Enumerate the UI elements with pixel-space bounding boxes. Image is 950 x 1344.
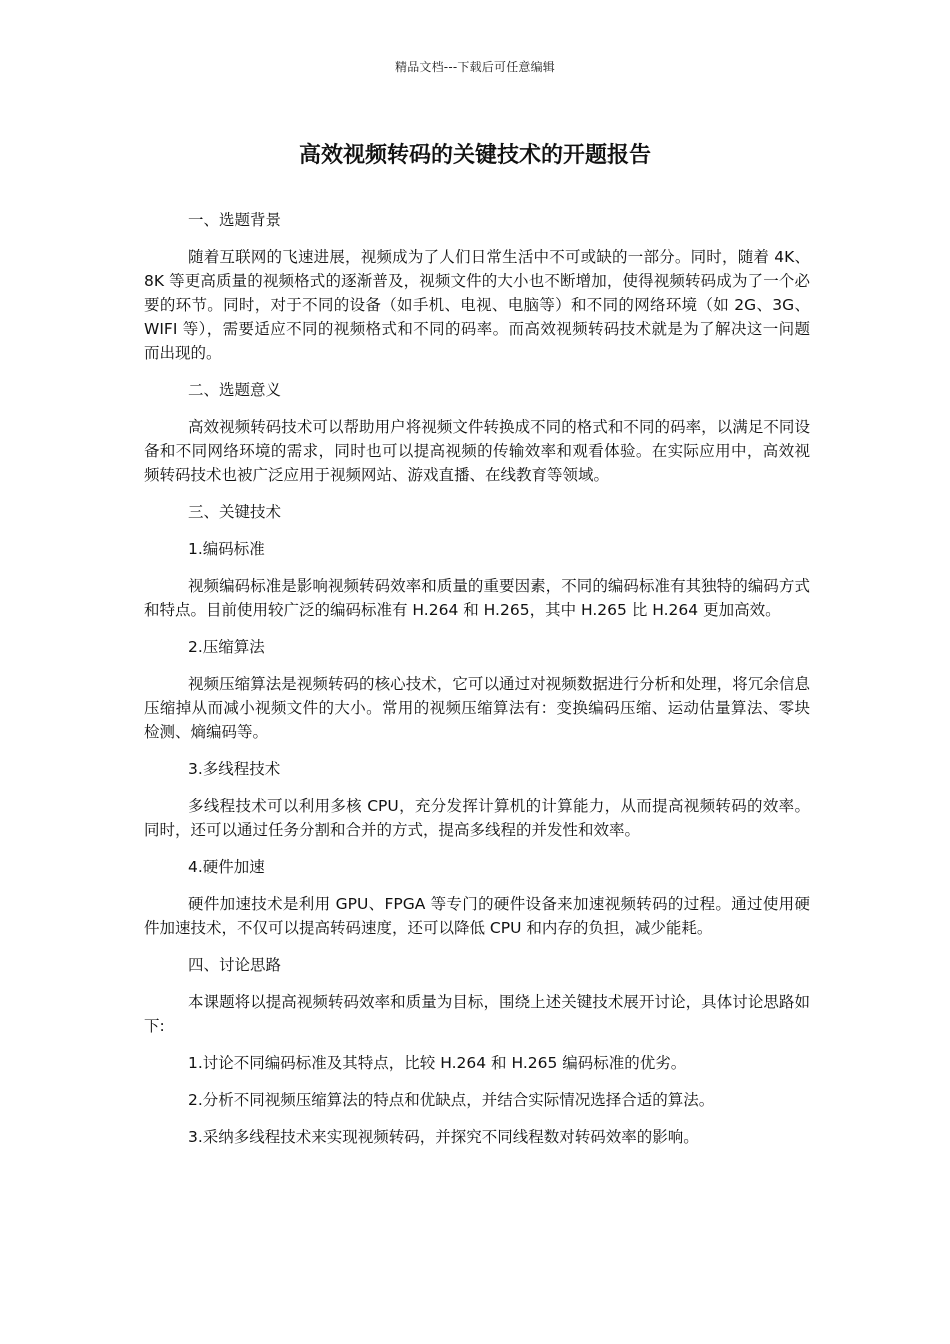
section-heading-key-tech: 三、关键技术 — [188, 503, 282, 521]
paragraph-hardware-accel: 硬件加速技术是利用 GPU、FPGA 等专门的硬件设备来加速视频转码的过程。通过使用硬件加速技术，不仅可以提高转码速度，还可以降低 CPU 和内存的负担，减少能耗。 — [144, 895, 810, 937]
section-heading-background: 一、选题背景 — [188, 211, 282, 229]
section-heading-research-plan: 四、讨论思路 — [188, 956, 282, 974]
section-heading-significance: 二、选题意义 — [188, 381, 282, 399]
list-item: 3.采纳多线程技术来实现视频转码，并探究不同线程数对转码效率的影响。 — [188, 1128, 699, 1146]
list-item: 1.讨论不同编码标准及其特点，比较 H.264 和 H.265 编码标准的优劣。 — [188, 1054, 687, 1072]
header-note: 精品文档---下载后可任意编辑 — [395, 60, 555, 74]
subheading-compression: 2.压缩算法 — [188, 638, 265, 656]
document-title: 高效视频转码的关键技术的开题报告 — [298, 143, 651, 168]
paragraph-significance: 高效视频转码技术可以帮助用户将视频文件转换成不同的格式和不同的码率，以满足不同设备和不同网络环境的需求，同时也可以提高视频的传输效率和观看体验。在实际应用中，高效视频转码技术也被广泛应用于视频网站、游戏直播、在线教育等领域。 — [144, 418, 810, 484]
paragraph-compression: 视频压缩算法是视频转码的核心技术，它可以通过对视频数据进行分析和处理，将冗余信息压缩掉从而减小视频文件的大小。常用的视频压缩算法有：变换编码压缩、运动估量算法、零块检测、熵编码等。 — [144, 675, 810, 741]
paragraph-multithreading: 多线程技术可以利用多核 CPU，充分发挥计算机的计算能力，从而提高视频转码的效率。同时，还可以通过任务分割和合并的方式，提高多线程的并发性和效率。 — [144, 797, 810, 839]
list-item: 2.分析不同视频压缩算法的特点和优缺点，并结合实际情况选择合适的算法。 — [188, 1091, 715, 1109]
subheading-hardware-accel: 4.硬件加速 — [188, 858, 265, 876]
paragraph-background: 随着互联网的飞速进展，视频成为了人们日常生活中不可或缺的一部分。同时，随着 4K、8K 等更高质量的视频格式的逐渐普及，视频文件的大小也不断增加，使得视频转码成为了一个必要的环节。同时，对于不同的设备（如手机、电视、电脑等）和不同的网络环境（如 2G、3G、WIFI 等），需要适应不同的视频格式和不同的码率。而高效视频转码技术就是为了解决这一问题而出现的。 — [144, 248, 810, 362]
paragraph-encoding-standard: 视频编码标准是影响视频转码效率和质量的重要因素，不同的编码标准有其独特的编码方式和特点。目前使用较广泛的编码标准有 H.264 和 H.265，其中 H.265 比 H.264 更加高效。 — [144, 577, 810, 619]
paragraph-research-plan: 本课题将以提高视频转码效率和质量为目标，围绕上述关键技术展开讨论，具体讨论思路如下: — [144, 993, 810, 1035]
document-body — [144, 208, 810, 1162]
subheading-multithreading: 3.多线程技术 — [188, 760, 281, 778]
subheading-encoding-standard: 1.编码标准 — [188, 540, 265, 558]
